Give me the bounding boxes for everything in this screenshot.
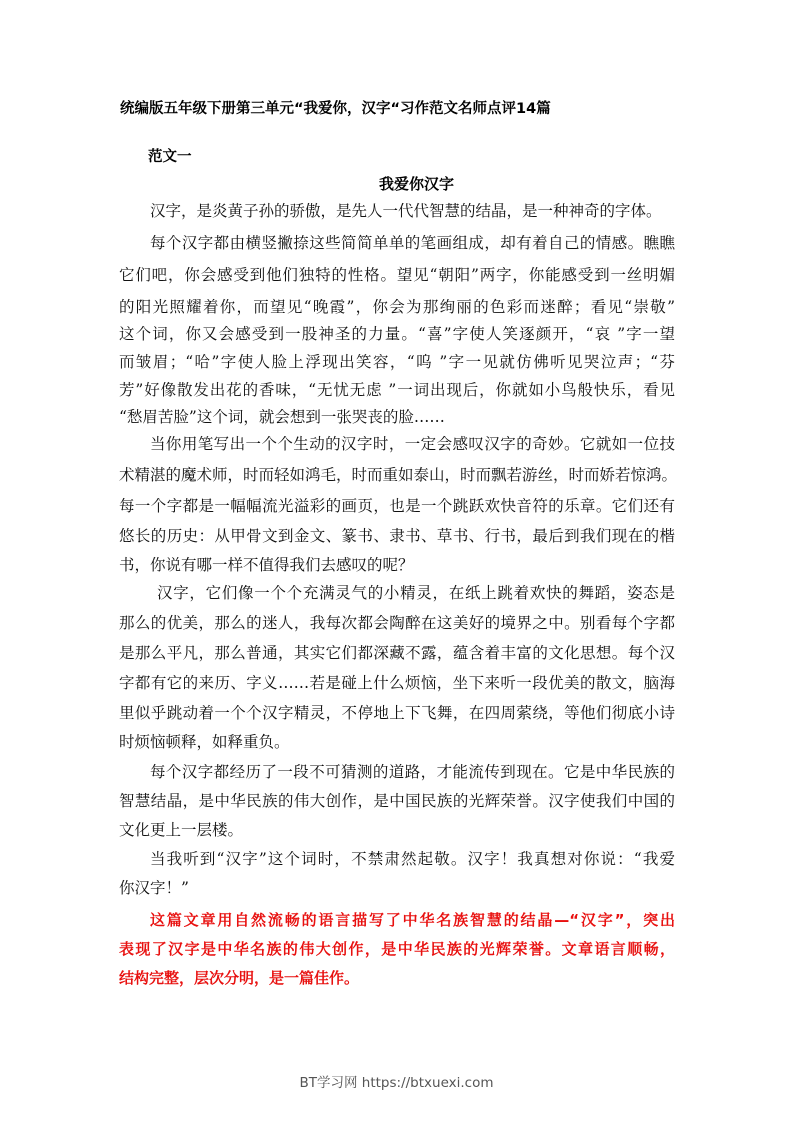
text-line: 书，你说有哪一样不值得我们去感叹的呢？ (119, 556, 414, 574)
text-line: 你汉字！” (119, 879, 189, 897)
text-line: 字都有它的来历、字义……若是碰上什么烦恼，坐下来听一段优美的散文，脑海 (119, 674, 675, 692)
comment-line: 表现了汉字是中华名族的伟大创作，是中华民族的光辉荣誉。文章语言顺畅， (119, 940, 675, 958)
section-label: 范文一 (148, 149, 192, 165)
text-line: 汉字，是炎黄子孙的骄傲，是先人一代代智慧的结晶，是一种神奇的字体。 (150, 202, 662, 220)
text-line: 悠长的历史：从甲骨文到金文、篆书、隶书、草书、行书，最后到我们现在的楷 (119, 527, 675, 545)
text-line: 每个汉字都由横竖撇捺这些简简单单的笔画组成，却有着自己的情感。瞧瞧 (150, 234, 675, 252)
text-line: 术精湛的魔术师，时而轻如鸿毛，时而重如泰山，时而飘若游丝，时而娇若惊鸿。 (119, 466, 678, 484)
footer-watermark: BT学习网 https://btxuexi.com (299, 1075, 494, 1091)
text-line: 智慧结晶，是中华民族的伟大创作，是中国民族的光辉荣誉。汉字使我们中国的 (119, 792, 675, 810)
text-line: 它们吧，你会感受到他们独特的性格。望见“朝阳”两字，你能感受到一丝明媚 (119, 266, 675, 284)
comment-line: 这篇文章用自然流畅的语言描写了中华名族智慧的结晶—“汉字”，突出 (150, 911, 675, 929)
document-title: 统编版五年级下册第三单元“我爱你，汉字“习作范文名师点评14篇 (120, 101, 551, 117)
text-line: 每个汉字都经历了一段不可猜测的道路，才能流传到现在。它是中华民族的 (150, 763, 675, 781)
text-line: 芳”好像散发出花的香味，“无忧无虑 ”一词出现后，你就如小鸟般快乐，看见 (119, 381, 675, 399)
text-line: 里似乎跳动着一个个汉字精灵，不停地上下飞舞，在四周萦绕，等他们彻底小诗 (119, 704, 675, 722)
text-line: 每一个字都是一幅幅流光溢彩的画页，也是一个跳跃欢快音符的乐章。它们还有 (119, 497, 675, 515)
text-line: 是那么平凡，那么普通，其实它们都深藏不露，蕴含着丰富的文化思想。每个汉 (119, 644, 675, 662)
text-line: 这个词，你又会感受到一股神圣的力量。“喜”字使人笑逐颜开，“哀 ”字一望 (119, 325, 675, 343)
comment-line: 结构完整，层次分明，是一篇佳作。 (119, 969, 360, 987)
text-line: 当你用笔写出一个个生动的汉字时，一定会感叹汉字的奇妙。它就如一位技 (150, 435, 675, 453)
text-line: 当我听到“汉字”这个词时，不禁肃然起敬。汉字！我真想对你说：“我爱 (150, 850, 675, 868)
essay-title: 我爱你汉字 (378, 175, 454, 193)
text-line: 那么的优美，那么的迷人，我每次都会陶醉在这美好的境界之中。别看每个字都 (119, 614, 675, 632)
text-line: 时烦恼顿释，如释重负。 (119, 733, 290, 751)
text-line: “愁眉苦脸”这个词，就会想到一张哭丧的脸…… (119, 408, 445, 426)
text-line: 汉字，它们像一个个充满灵气的小精灵，在纸上跳着欢快的舞蹈，姿态是 (157, 584, 675, 602)
text-line: 文化更上一层楼。 (119, 821, 244, 839)
text-line: 的阳光照耀着你，而望见“晚霞”，你会为那绚丽的色彩而迷醉；看见“崇敬” (119, 298, 675, 316)
text-line: 而皱眉；“哈”字使人脸上浮现出笑容，“呜 ”字一见就仿佛听见哭泣声；“芬 (119, 353, 675, 371)
